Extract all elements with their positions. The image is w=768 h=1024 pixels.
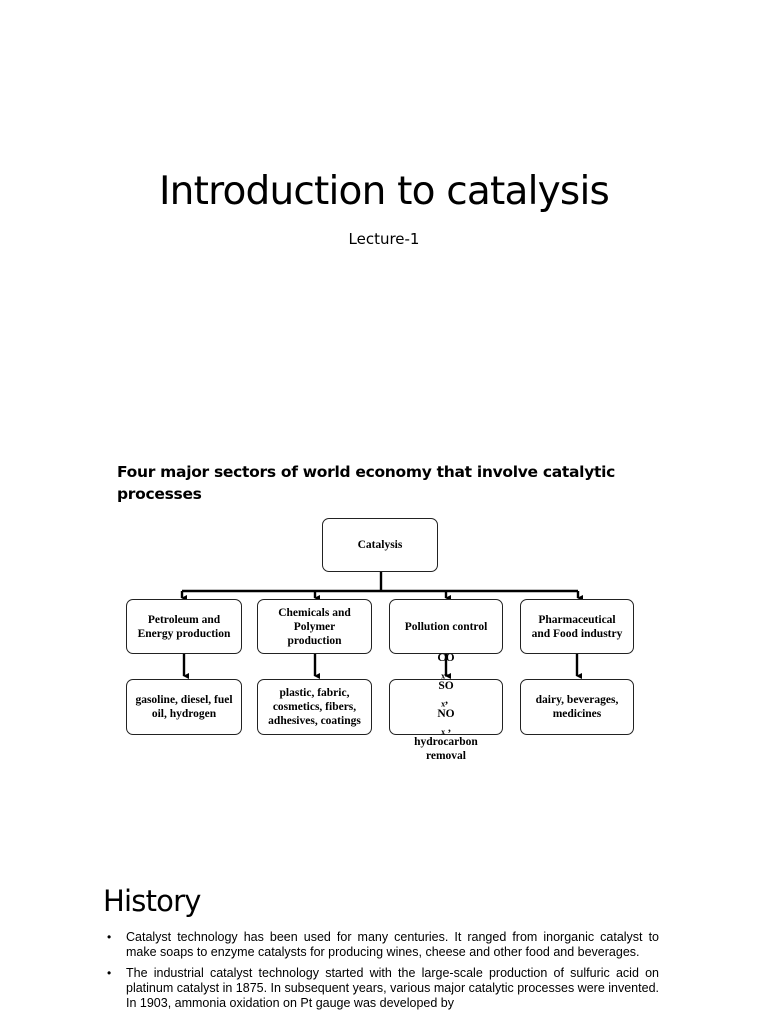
node-pollution-control (389, 599, 503, 654)
product-line: removal (425, 750, 466, 762)
bullet-icon: • (107, 930, 112, 944)
product-line: plastic, fabric, (279, 687, 350, 699)
formula-subscript: x (441, 671, 446, 681)
node-products-petroleum (126, 679, 242, 735)
formula-co: CO (437, 652, 455, 664)
history-bullet-item (107, 966, 659, 1011)
formula-separator: , (445, 666, 451, 678)
node-catalysis-label: Catalysis (357, 539, 403, 551)
product-line: dairy, beverages, (535, 694, 619, 706)
sectors-heading-line-1: Four major sectors of world economy that involve catalytic (117, 463, 616, 481)
history-bullet-text: The industrial catalyst technology started with the large-scale production of sulfuric acid on platinum catalyst in 1875. In subsequent years, various major catalytic processes were invented. In 1903, ammonia oxidation on Pt gauge was developed by (126, 966, 659, 1010)
sectors-heading-line-2: processes (117, 485, 202, 503)
node-label-line: Petroleum and (147, 613, 221, 626)
node-label-line: Pharmaceutical (538, 613, 616, 626)
node-label-line: Polymer (293, 620, 336, 633)
formula-separator: , (445, 694, 451, 706)
history-bullet-text: Catalyst technology has been used for many centuries. It ranged from inorganic catalyst to make soaps to enzyme catalysts for producing wines, cheese and other food and beverages. (126, 930, 659, 959)
node-chemicals-polymer (257, 599, 372, 654)
slide-subtitle: Lecture-1 (348, 230, 420, 248)
formula-sox: SO (438, 680, 454, 692)
history-title: History (103, 884, 201, 918)
pollutant-formula-line (414, 651, 478, 735)
node-products-pharma (520, 679, 634, 735)
formula-nox: NO (437, 708, 455, 720)
node-label-line: and Food industry (531, 627, 623, 640)
node-label-line: Energy production (137, 627, 231, 640)
product-line: oil, hydrogen (151, 708, 217, 720)
slide-title: Introduction to catalysis (158, 169, 610, 214)
bullet-icon: • (107, 966, 112, 980)
history-bullet-item (107, 930, 659, 960)
node-label-line: Pollution control (404, 620, 488, 633)
product-line: cosmetics, fibers, (272, 701, 357, 713)
node-label-line: production (287, 634, 342, 647)
node-pharma-food (520, 599, 634, 654)
product-line: gasoline, diesel, fuel (135, 694, 233, 706)
formula-subscript: x (441, 699, 446, 709)
node-label-line: Chemicals and (278, 606, 351, 619)
history-bullet-list (107, 930, 659, 1017)
node-catalysis (322, 518, 438, 572)
node-products-pollution (389, 652, 503, 762)
node-petroleum-energy (126, 599, 242, 654)
product-line: adhesives, coatings (268, 715, 361, 727)
product-line: medicines (552, 708, 602, 720)
formula-subscript: x (441, 727, 446, 737)
node-products-chemicals (257, 679, 372, 735)
product-line: hydrocarbon (414, 736, 478, 748)
formula-separator: , (445, 722, 451, 734)
